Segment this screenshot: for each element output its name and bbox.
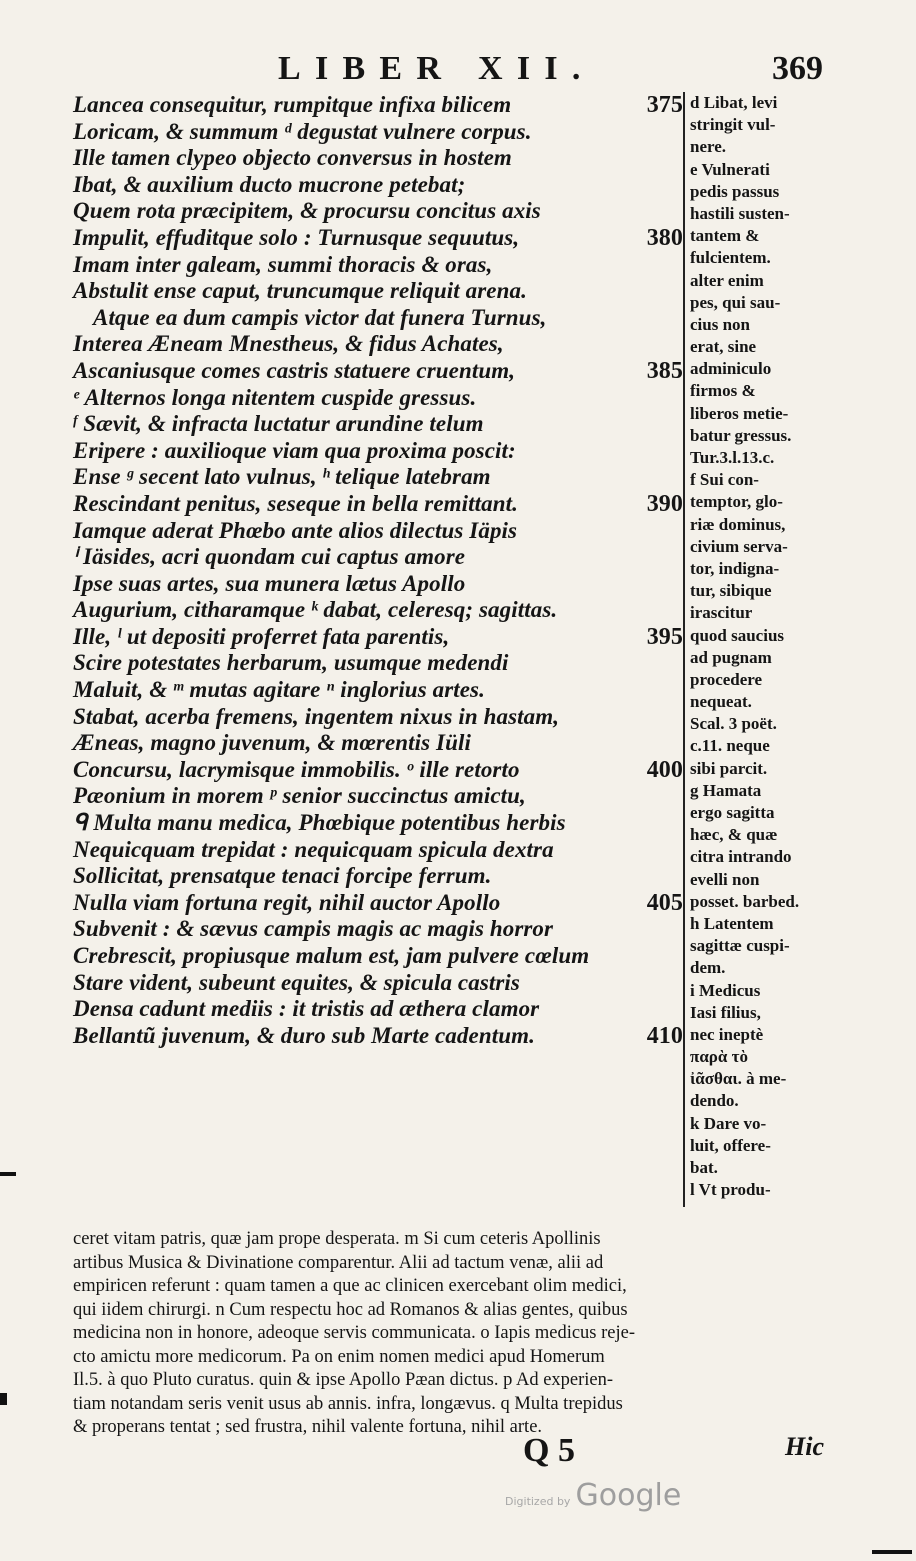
verse-text: Loricam, & summum ᵈ degustat vulnere corpus. <box>73 118 532 144</box>
verse-line <box>73 544 683 571</box>
bottom-right-edge-mark <box>872 1550 912 1554</box>
margin-note-line: g Hamata <box>690 780 762 800</box>
margin-note-line: temptor, glo- <box>690 492 783 512</box>
margin-note-line: posset. barbed. <box>690 891 800 911</box>
margin-note-line: alter enim <box>690 270 764 290</box>
verse-block <box>73 92 683 1049</box>
footnote-line: medicina non in honore, adeoque servis communicata. o Iapis medicus reje- <box>73 1323 636 1343</box>
margin-note-line: tantem & <box>690 226 760 246</box>
verse-line <box>73 358 683 385</box>
verse-text: Ille, ˡ ut depositi proferret fata parentis, <box>73 623 450 649</box>
verse-text: Impulit, effuditque solo : Turnusque sequutus, <box>73 224 520 250</box>
verse-text: Bellantũ juvenum, & duro sub Marte cadentum. <box>73 1022 535 1048</box>
verse-text: Augurium, citharamque ᵏ dabat, celeresq; sagittas. <box>73 597 558 623</box>
footnote-line: qui iidem chirurgi. n Cum respectu hoc ad Romanos & alias gentes, quibus <box>73 1299 628 1320</box>
margin-note-line: k Dare vo- <box>690 1113 767 1133</box>
verse-text: Pæonium in morem ᵖ senior succinctus amictu, <box>73 783 526 809</box>
margin-note-line: irascitur <box>690 603 753 623</box>
margin-note-line: quod saucius <box>690 625 785 645</box>
margin-note-line: fulcientem. <box>690 248 771 268</box>
verse-text: ⁱ Iäsides, acri quondam cui captus amore <box>73 544 466 570</box>
margin-note-line: hæc, & quæ <box>690 825 778 845</box>
line-number: 390 <box>646 490 683 517</box>
verse-text: ᶠ Sævit, & infracta luctatur arundine telum <box>73 411 484 437</box>
line-number: 375 <box>646 92 683 118</box>
verse-text: Quem rota præcipitem, & procursu concitus axis <box>73 198 541 224</box>
verse-line <box>73 438 683 465</box>
verse-text: Nulla viam fortuna regit, nihil auctor Apollo <box>73 889 501 915</box>
footnote-line: ceret vitam patris, quæ jam prope desperata. m Si cum ceteris Apollinis <box>73 1229 601 1249</box>
verse-line <box>73 172 683 199</box>
watermark-brand: Google <box>575 1478 682 1513</box>
verse-line <box>73 890 683 917</box>
margin-note-line: παρὰ τὸ <box>690 1047 748 1067</box>
verse-text: Densa cadunt mediis : it tristis ad æthera clamor <box>73 996 540 1022</box>
column-divider <box>683 92 685 1207</box>
verse-line <box>73 225 683 252</box>
verse-line <box>73 571 683 598</box>
line-number: 385 <box>646 357 683 384</box>
margin-note-line: evelli non <box>690 869 760 889</box>
footnotes <box>73 1228 855 1440</box>
margin-note-line: adminiculo <box>690 359 772 379</box>
line-number: 395 <box>646 623 683 650</box>
verse-line <box>73 810 683 837</box>
margin-note-line: ad pugnam <box>690 647 772 667</box>
margin-note-line: batur gressus. <box>690 425 792 445</box>
verse-text: Ipse suas artes, sua munera lætus Apollo <box>73 570 466 596</box>
verse-line <box>73 518 683 545</box>
verse-line <box>73 837 683 864</box>
margin-note-line: sibi parcit. <box>690 758 768 778</box>
verse-text: Iamque aderat Phœbo ante alios dilectus Iäpis <box>73 517 518 543</box>
line-number: 380 <box>646 224 683 251</box>
margin-note-line: liberos metie- <box>690 403 789 423</box>
verse-line <box>73 650 683 677</box>
verse-line <box>73 970 683 997</box>
verse-text: Sollicitat, prensatque tenaci forcipe ferrum. <box>73 863 492 889</box>
margin-note-line: f Sui con- <box>690 470 759 490</box>
verse-text: Concursu, lacrymisque immobilis. ᵒ ille retorto <box>73 756 520 782</box>
margin-note-line: nere. <box>690 137 727 157</box>
margin-note-line: tur, sibique <box>690 581 772 601</box>
verse-line <box>73 411 683 438</box>
verse-line <box>73 385 683 412</box>
verse-line <box>73 278 683 305</box>
margin-note-line: civium serva- <box>690 536 788 556</box>
verse-line <box>73 331 683 358</box>
verse-line <box>73 198 683 225</box>
left-edge-mark <box>0 1172 16 1176</box>
margin-note-line: tor, indigna- <box>690 558 780 578</box>
verse-text: Stare vident, subeunt equites, & spicula castris <box>73 969 520 995</box>
verse-line <box>73 145 683 172</box>
footnote-line: & properans tentat ; sed frustra, nihil valente fortuna, nihil arte. <box>73 1417 543 1437</box>
margin-note-line: dendo. <box>690 1091 739 1111</box>
verse-line <box>73 730 683 757</box>
verse-line <box>73 677 683 704</box>
verse-line <box>73 943 683 970</box>
verse-text: Abstulit ense caput, truncumque reliquit arena. <box>73 278 527 304</box>
margin-note-line: hastili susten- <box>690 203 790 223</box>
verse-line <box>73 757 683 784</box>
verse-text: Rescindant penitus, seseque in bella remittant. <box>73 490 518 516</box>
margin-note-line: firmos & <box>690 381 756 401</box>
verse-line <box>73 92 683 119</box>
line-number: 400 <box>646 756 683 783</box>
verse-line <box>73 305 683 332</box>
margin-note-line: dem. <box>690 958 726 978</box>
verse-text: Ense ᵍ secent lato vulnus, ʰ telique latebram <box>73 464 491 490</box>
signature-mark: Q 5 <box>523 1432 575 1469</box>
margin-note-line: c.11. neque <box>690 736 770 756</box>
verse-text: Ascaniusque comes castris statuere cruentum, <box>73 357 516 383</box>
verse-text: Eripere : auxilioque viam qua proxima poscit: <box>73 437 516 463</box>
margin-note-line: procedere <box>690 669 763 689</box>
footnote-line: tiam notandam seris venit usus ab annis. infra, longævus. q Multa trepidus <box>73 1393 623 1414</box>
margin-note-line: Scal. 3 poët. <box>690 714 777 734</box>
margin-notes <box>690 92 840 1201</box>
verse-line <box>73 119 683 146</box>
margin-note-line: stringit vul- <box>690 115 776 135</box>
line-number: 405 <box>646 889 683 916</box>
verse-text: Scire potestates herbarum, usumque medendi <box>73 650 509 676</box>
margin-note-line: riæ dominus, <box>690 514 786 534</box>
verse-text: Maluit, & ᵐ mutas agitare ⁿ inglorius artes. <box>73 677 485 703</box>
footnote-line: Il.5. à quo Pluto curatus. quin & ipse Apollo Pæan dictus. p Ad experien- <box>73 1370 614 1390</box>
verse-text: Æneas, magno juvenum, & mœrentis Iüli <box>73 730 471 756</box>
footnote-line: artibus Musica & Divinatione comparentur. Alii ad tactum venæ, alii ad <box>73 1252 604 1273</box>
line-number: 410 <box>646 1022 683 1049</box>
verse-text: Stabat, acerba fremens, ingentem nixus in hastam, <box>73 703 560 729</box>
verse-line <box>73 252 683 279</box>
verse-line <box>73 783 683 810</box>
watermark-prefix: Digitized by <box>505 1495 571 1508</box>
margin-note-line: h Latentem <box>690 913 774 933</box>
margin-note-line: bat. <box>690 1158 718 1177</box>
verse-text: Nequicquam trepidat : nequicquam spicula dextra <box>73 836 554 862</box>
margin-note-line: l Vt produ- <box>690 1180 771 1200</box>
verse-line <box>73 464 683 491</box>
verse-text: Ibat, & auxilium ducto mucrone petebat; <box>73 171 466 197</box>
margin-note-line: citra intrando <box>690 847 792 867</box>
margin-note-line: e Vulnerati <box>690 159 770 179</box>
verse-line <box>73 916 683 943</box>
verse-text: Crebrescit, propiusque malum est, jam pulvere cœlum <box>73 943 590 968</box>
left-edge-mark <box>0 1393 7 1405</box>
verse-text: Lancea consequitur, rumpitque infixa bilicem <box>73 92 512 117</box>
verse-line <box>73 491 683 518</box>
margin-note-line: erat, sine <box>690 337 757 357</box>
margin-note-line: luit, offere- <box>690 1135 771 1155</box>
verse-text: Interea Æneam Mnestheus, & fidus Achates, <box>73 331 504 357</box>
verse-line <box>73 597 683 624</box>
footnote-line: cto amictu more medicorum. Pa on enim nomen medici apud Homerum <box>73 1346 605 1367</box>
verse-text: ᑫ Multa manu medica, Phœbique potentibus herbis <box>73 810 566 836</box>
verse-text: Subvenit : & sævus campis magis ac magis horror <box>73 916 554 942</box>
verse-line <box>73 1023 683 1050</box>
margin-note-line: pes, qui sau- <box>690 292 781 312</box>
verse-text: ᵉ Alternos longa nitentem cuspide gressus. <box>73 384 477 410</box>
margin-note-line: nec ineptè <box>690 1024 764 1044</box>
margin-note-line: cius non <box>690 314 750 334</box>
margin-note-line: i Medicus <box>690 980 761 1000</box>
running-head-title: LIBER XII. <box>278 50 595 87</box>
page-number: 369 <box>772 50 823 87</box>
verse-line <box>73 863 683 890</box>
footnote-line: empiricen referunt : quam tamen a que ac clinicen exercebant olim medici, <box>73 1276 627 1296</box>
verse-text: Ille tamen clypeo objecto conversus in hostem <box>73 145 512 171</box>
google-watermark <box>505 1478 681 1513</box>
margin-note-line: Tur.3.l.13.c. <box>690 448 775 467</box>
catchword: Hic <box>785 1432 824 1461</box>
verse-line <box>73 996 683 1023</box>
margin-note-line: nequeat. <box>690 692 752 712</box>
verse-line <box>73 624 683 651</box>
margin-note-line: Iasi filius, <box>690 1002 761 1022</box>
verse-line <box>73 704 683 731</box>
verse-text: Atque ea dum campis victor dat funera Turnus, <box>93 304 547 330</box>
verse-text: Imam inter galeam, summi thoracis & oras, <box>73 251 493 277</box>
margin-note-line: ἰᾶσθαι. à me- <box>690 1069 787 1089</box>
margin-note-line: d Libat, levi <box>690 93 778 112</box>
margin-note-line: sagittæ cuspi- <box>690 936 790 956</box>
margin-note-line: pedis passus <box>690 181 780 201</box>
margin-note-line: ergo sagitta <box>690 803 775 822</box>
